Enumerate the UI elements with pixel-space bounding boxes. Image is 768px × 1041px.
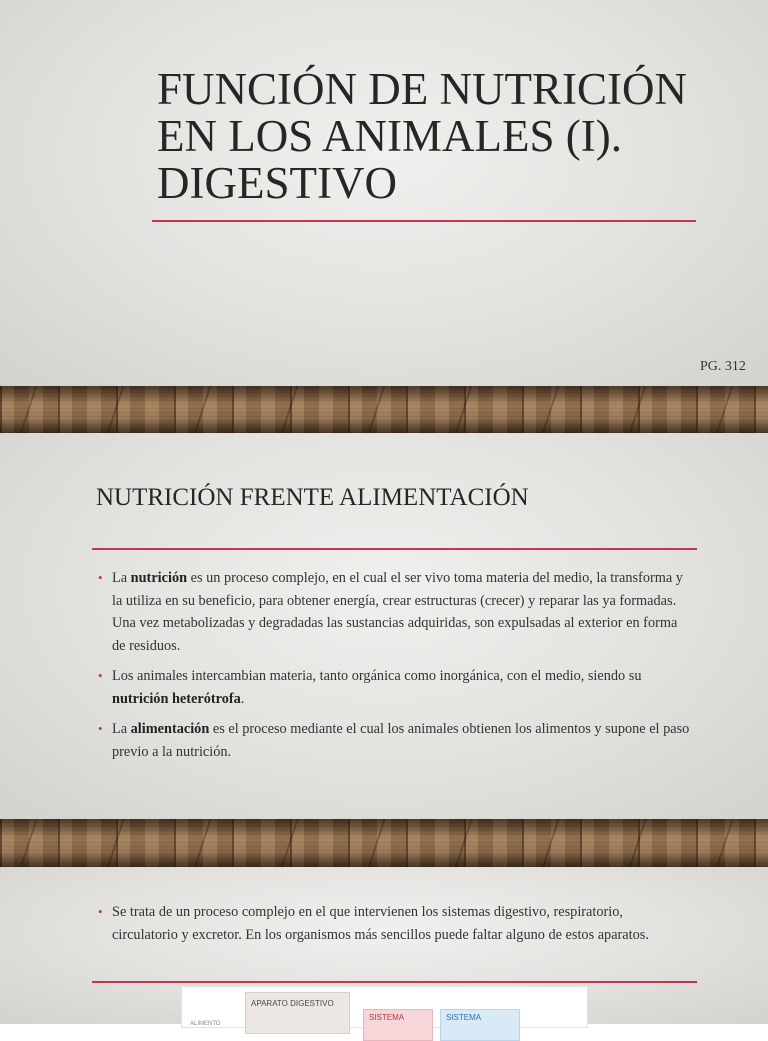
bullet-item: [96, 718, 692, 763]
bullet-icon: •: [98, 904, 103, 919]
slide-2-title: NUTRICIÓN FRENTE ALIMENTACIÓN: [96, 484, 529, 511]
diagram-box-label: APARATO DIGESTIVO: [251, 999, 334, 1008]
diagram-box-digestive: [245, 992, 350, 1034]
title-divider: [152, 220, 696, 222]
title-divider: [92, 548, 697, 550]
bullet-keyword: nutrición: [130, 570, 188, 586]
bullet-text: es un proceso complejo, en el cual el ser vivo toma materia del medio, la transforma y la utiliza en su beneficio, para obtener energía, crear estructuras (crecer) y reparar las ya formadas. Una vez metabolizadas y degradadas las sustancias adquiridas, son expulsadas al exterior en forma de residuos.: [112, 570, 683, 654]
bullet-icon: •: [98, 721, 103, 736]
diagram-box-system-red: [363, 1009, 433, 1041]
bullet-item: [96, 665, 692, 710]
diagram-box-label: SISTEMA: [369, 1013, 405, 1022]
diagram-cut-label: ALIMENTO: [190, 1021, 221, 1027]
bullet-text: La: [112, 570, 131, 586]
section-divider: [92, 981, 697, 983]
slide-1: [0, 0, 768, 386]
bullet-item: [96, 567, 692, 657]
bullet-text: es el proceso mediante el cual los animales obtienen los alimentos y supone el paso previo a la nutrición.: [112, 721, 690, 760]
bullet-keyword: alimentación: [130, 721, 210, 737]
diagram-box-system-blue: [440, 1009, 520, 1041]
bullet-list: [96, 901, 692, 954]
bullet-text: .: [240, 690, 245, 707]
digestive-diagram: [181, 986, 588, 1028]
bullet-icon: •: [98, 668, 103, 683]
slide-2: [0, 433, 768, 819]
bullet-text: Se trata de un proceso complejo en el que intervienen los sistemas digestivo, respiratorio, circulatorio y excretor. En los organismos más sencillos puede faltar alguno de estos aparatos.: [112, 904, 649, 943]
bullet-item: [96, 901, 692, 946]
bullet-text: La: [112, 721, 131, 737]
diagram-box-label: SISTEMA: [446, 1013, 482, 1022]
bullet-list: [96, 567, 692, 771]
wood-floor-band: [0, 819, 768, 867]
bullet-icon: •: [98, 570, 103, 585]
page-reference: PG. 312: [700, 359, 746, 374]
bullet-text: Los animales intercambian materia, tanto orgánica como inorgánica, con el medio, siendo su: [112, 668, 642, 684]
wood-floor-band: [0, 386, 768, 433]
slide-1-title: FUNCIÓN DE NUTRICIÓN EN LOS ANIMALES (I). DIGESTIVO: [157, 64, 687, 208]
bullet-keyword: nutrición heterótrofa: [112, 690, 241, 707]
